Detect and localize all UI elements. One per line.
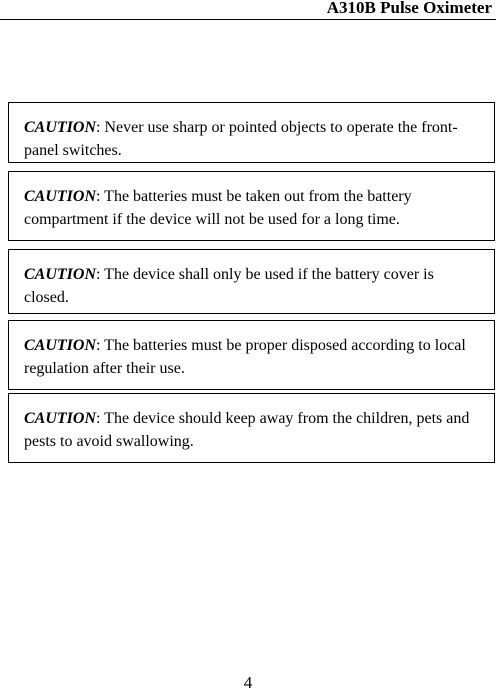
caution-keyword: CAUTION bbox=[24, 410, 97, 427]
document-title: A310B Pulse Oximeter bbox=[326, 0, 492, 17]
caution-text: : Never use sharp or pointed objects to operate the front-panel switches. bbox=[24, 119, 458, 159]
caution-box bbox=[8, 102, 495, 163]
caution-text: : The batteries must be taken out from the battery compartment if the device will not be used for a long time. bbox=[24, 188, 412, 228]
caution-box bbox=[8, 320, 495, 390]
page-number: 4 bbox=[243, 673, 253, 692]
caution-box bbox=[8, 249, 495, 314]
caution-text: : The batteries must be proper disposed according to local regulation after their use. bbox=[24, 337, 466, 377]
caution-box bbox=[8, 171, 495, 241]
caution-keyword: CAUTION bbox=[24, 266, 97, 283]
caution-text: : The device shall only be used if the battery cover is closed. bbox=[24, 266, 434, 306]
caution-box bbox=[8, 393, 495, 463]
caution-text: : The device should keep away from the children, pets and pests to avoid swallowing. bbox=[24, 410, 470, 450]
caution-keyword: CAUTION bbox=[24, 337, 97, 354]
caution-keyword: CAUTION bbox=[24, 188, 97, 205]
page-header bbox=[0, 0, 496, 20]
caution-keyword: CAUTION bbox=[24, 119, 97, 136]
